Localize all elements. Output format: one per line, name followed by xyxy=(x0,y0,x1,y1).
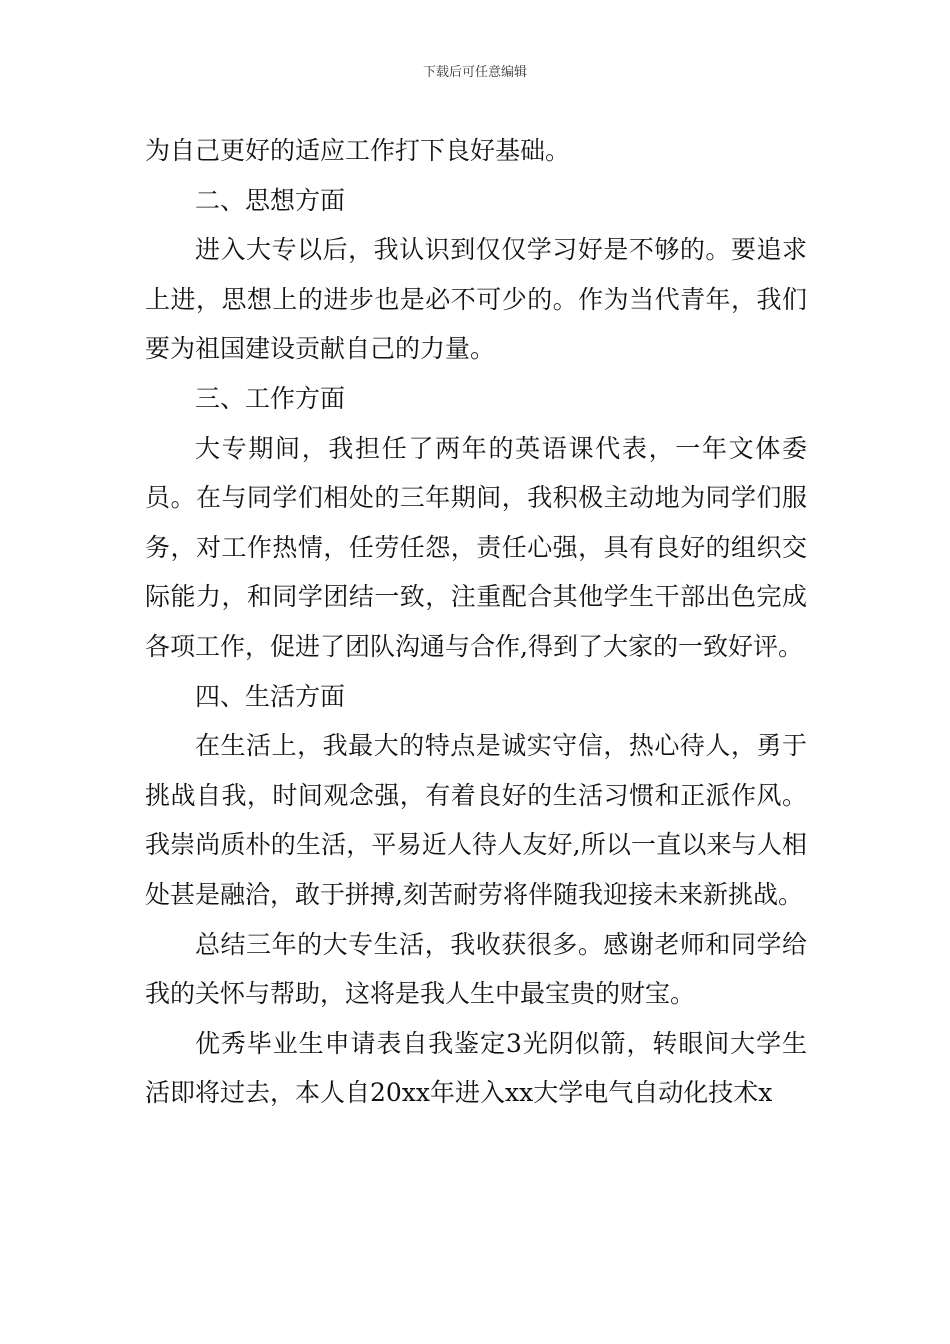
section-heading-ideology: 二、思想方面 xyxy=(195,185,346,215)
paragraph-work: 大专期间，我担任了两年的英语课代表，一年文体委员。在与同学们相处的三年期间，我积极主动地为同学们服务，对工作热情，任劳任怨，责任心强，具有良好的组织交际能力，和同学团结一致，注重配合其他学生干部出色完成各项工作，促进了团队沟通与合作,得到了大家的一致好评。 xyxy=(145,433,807,661)
page-header: 下载后可任意编辑 xyxy=(422,65,527,80)
section-heading-life: 四、生活方面 xyxy=(195,681,346,711)
document-body xyxy=(145,126,807,1118)
section-heading-work: 三、工作方面 xyxy=(195,383,346,413)
paragraph-life: 在生活上，我最大的特点是诚实守信，热心待人，勇于挑战自我，时间观念强，有着良好的生活习惯和正派作风。我崇尚质朴的生活，平易近人待人友好,所以一直以来与人相处甚是融洽，敢于拼搏,刻苦耐劳将伴随我迎接未来新挑战。 xyxy=(145,731,807,909)
paragraph-ideology: 进入大专以后，我认识到仅仅学习好是不够的。要追求上进，思想上的进步也是必不可少的。作为当代青年，我们要为祖国建设贡献自己的力量。 xyxy=(145,235,807,364)
paragraph-next-document: 优秀毕业生申请表自我鉴定3光阴似箭，转眼间大学生活即将过去，本人自20xx年进入xx大学电气自动化技术x xyxy=(145,1028,807,1108)
paragraph-summary: 总结三年的大专生活，我收获很多。感谢老师和同学给我的关怀与帮助，这将是我人生中最宝贵的财宝。 xyxy=(145,929,807,1009)
paragraph-continuation: 为自己更好的适应工作打下良好基础。 xyxy=(145,136,571,165)
